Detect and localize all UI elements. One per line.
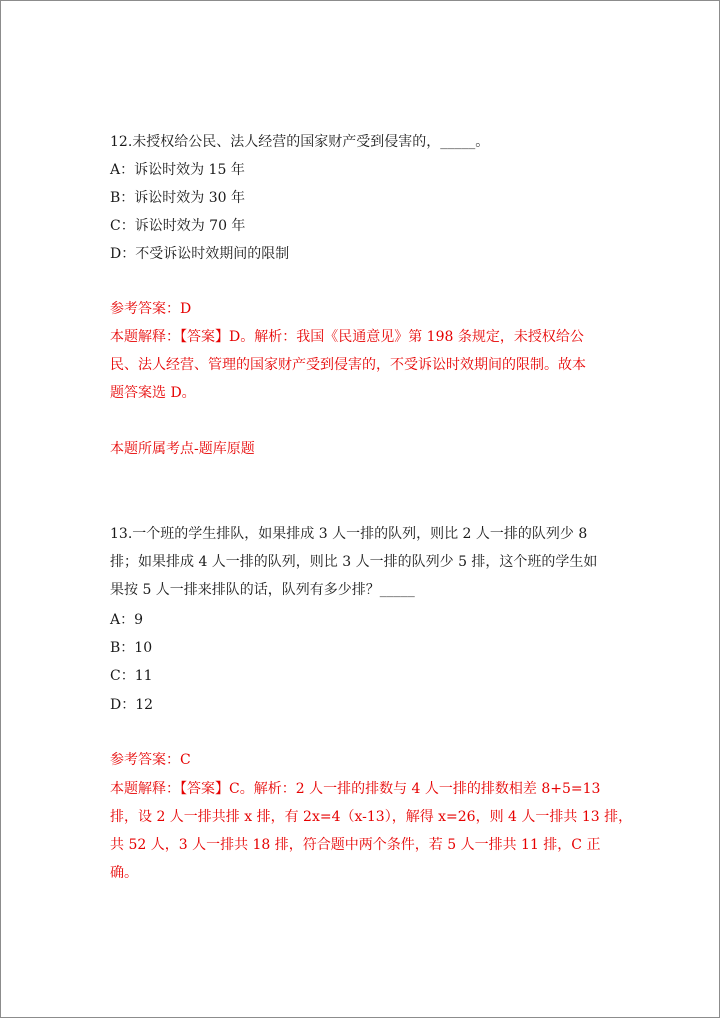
q12-explanation-line-1: 本题解释：【答案】D。解析：我国《民通意见》第 198 条规定，未授权给公 — [110, 329, 584, 345]
q12-answer: 参考答案：D — [110, 301, 192, 317]
q12-option-a: A：诉讼时效为 15 年 — [110, 162, 245, 178]
q13-explanation-line-4: 确。 — [110, 865, 138, 881]
q12-source: 本题所属考点-题库原题 — [110, 441, 255, 457]
q12-option-c: C：诉讼时效为 70 年 — [110, 218, 246, 234]
q12-explanation-line-2: 民、法人经营、管理的国家财产受到侵害的，不受诉讼时效期间的限制。故本 — [110, 357, 586, 373]
q12-stem: 12.未授权给公民、法人经营的国家财产受到侵害的，_____。 — [110, 134, 490, 150]
q13-stem-line-2: 排；如果排成 4 人一排的队列，则比 3 人一排的队列少 5 排，这个班的学生如 — [110, 554, 598, 570]
q12-option-b: B：诉讼时效为 30 年 — [110, 190, 246, 206]
q13-option-c: C：11 — [110, 668, 153, 684]
q13-option-b: B：10 — [110, 640, 153, 656]
q12-explanation-line-3: 题答案选 D。 — [110, 385, 196, 401]
q13-explanation-line-1: 本题解释：【答案】C。解析：2 人一排的排数与 4 人一排的排数相差 8+5=13 — [110, 781, 601, 797]
q13-explanation-line-2: 排，设 2 人一排共排 x 排，有 2x=4（x-13），解得 x=26，则 4 人一排共 13 排， — [110, 809, 633, 825]
q13-stem-line-3: 果按 5 人一排来排队的话，队列有多少排？_____ — [110, 582, 415, 598]
q13-explanation-line-3: 共 52 人，3 人一排共 18 排，符合题中两个条件，若 5 人一排共 11 排，C 正 — [110, 837, 601, 853]
q13-option-a: A：9 — [110, 612, 144, 628]
q12-option-d: D：不受诉讼时效期间的限制 — [110, 246, 290, 262]
q13-option-d: D：12 — [110, 697, 154, 713]
q13-answer: 参考答案：C — [110, 752, 191, 768]
q13-stem-line-1: 13.一个班的学生排队，如果排成 3 人一排的队列，则比 2 人一排的队列少 8 — [110, 526, 588, 542]
